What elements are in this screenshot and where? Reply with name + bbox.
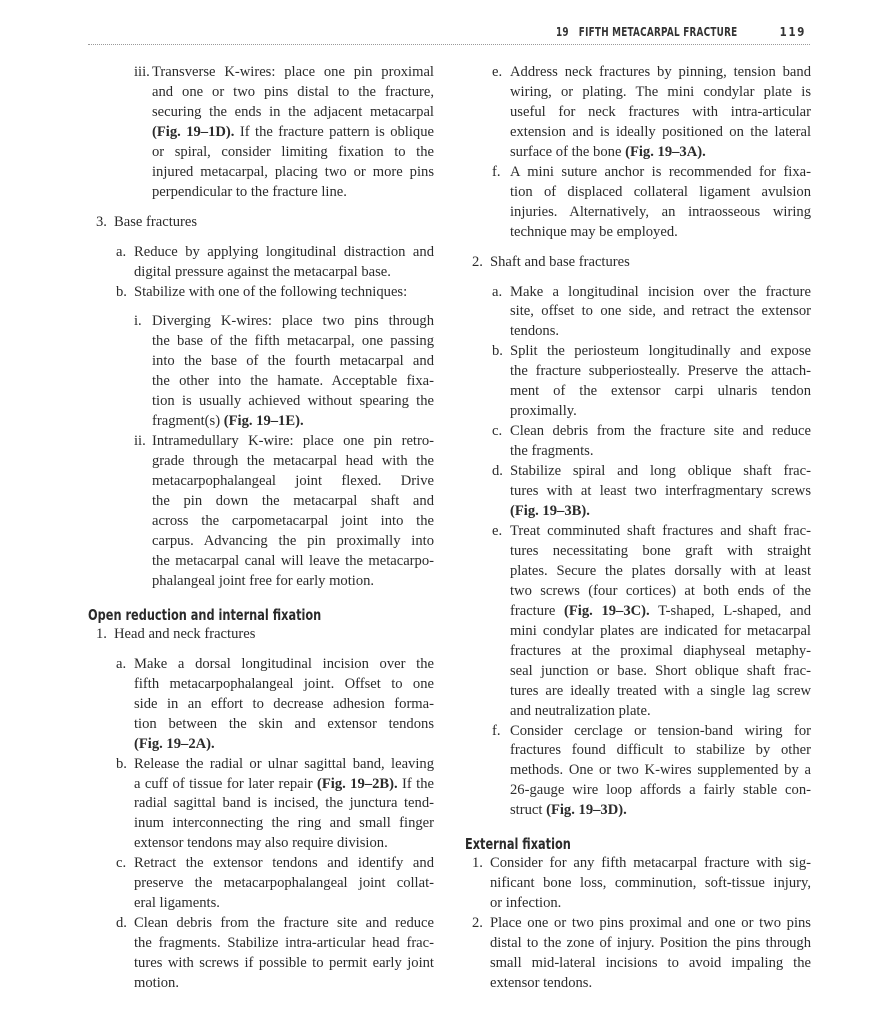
text-line: carpus. Advancing the pin proximally into — [152, 532, 434, 549]
item-marker: 2. — [472, 915, 483, 932]
text-line: securing the ends in the adjacent metacarpal — [152, 103, 434, 120]
list-item-ii — [134, 432, 434, 592]
text-line: technique may be employed. — [510, 223, 678, 240]
text-line: and one or two pins distal to the fracture, — [152, 83, 434, 100]
item-marker: 3. — [96, 213, 107, 230]
item-marker: d. — [492, 463, 503, 480]
page-number: 119 — [779, 25, 806, 39]
text-line: the fragments. Stabilize intra-articular head frac- — [134, 935, 434, 952]
text-line: 26-gauge wire loop affords a fairly stable con- — [510, 782, 811, 799]
list-item-b — [116, 283, 434, 303]
item-marker: i. — [134, 313, 142, 330]
text-line: injured metacarpal, placing two or more pins — [152, 163, 434, 180]
item-marker: b. — [116, 755, 127, 772]
right-column — [465, 63, 811, 994]
figure-reference: (Fig. 19–1D). — [152, 123, 235, 140]
text-line: side in an effort to decrease adhesion forma- — [134, 695, 434, 712]
item-marker: f. — [492, 722, 501, 739]
text-line: Split the periosteum longitudinally and expose — [510, 343, 811, 360]
list-item-a — [116, 655, 434, 755]
text-line: tion of displaced collateral ligament avulsion — [510, 183, 811, 200]
text-line: into the base of the fourth metacarpal and — [152, 353, 434, 370]
list-item-1 — [472, 854, 811, 914]
text-line: or infection. — [490, 895, 562, 912]
item-marker: c. — [116, 855, 127, 872]
text-line: Transverse K-wires: place one pin proximal — [152, 64, 434, 80]
text-line: extension and is ideally positioned on the lateral — [510, 123, 811, 140]
text-line: fractures found difficult to stabilize by other — [510, 742, 811, 759]
item-marker: iii. — [134, 64, 150, 80]
text-line: two screws (four cortices) at both ends of the — [510, 582, 811, 599]
subsection-title: Shaft and base fractures — [490, 253, 630, 270]
list-item-i — [134, 312, 434, 432]
text-line: the pin down the metacarpal shaft and — [152, 493, 434, 510]
item-marker: b. — [492, 343, 503, 360]
item-marker: c. — [492, 423, 503, 440]
text-line: Make a longitudinal incision over the fracture — [510, 283, 811, 300]
text-line: tion is usually achieved without spearing the — [152, 393, 434, 410]
text-line: surface of the bone (Fig. 19–3A). — [510, 143, 706, 160]
text-line: or spiral, consider limiting fixation to the — [152, 143, 434, 160]
text-line: the metacarpal canal will leave the metacarpo- — [152, 552, 434, 569]
text-line: extensor tendons may also require division. — [134, 835, 388, 852]
text-line: a cuff of tissue for later repair (Fig. 19–2B). If the — [134, 775, 434, 792]
item-marker: 2. — [472, 253, 483, 270]
figure-reference: (Fig. 19–3C). — [564, 602, 650, 619]
text-line: struct (Fig. 19–3D). — [510, 802, 627, 819]
item-marker: d. — [116, 915, 127, 932]
text-line: distal to the zone of injury. Position the pins through — [490, 935, 811, 952]
text-line: radial sagittal band is incised, the juncturа tend- — [134, 795, 434, 812]
text-line: motion. — [134, 975, 179, 992]
text-line: fractures at the proximal diaphyseal metaphy- — [510, 642, 811, 659]
item-marker: ii. — [134, 433, 146, 450]
list-item-2 — [472, 914, 811, 994]
text-line: injuries. Alternatively, an intraosseous wiring — [510, 203, 811, 220]
text-line: ment of the extensor carpi ulnaris tendon — [510, 383, 811, 400]
text-line: fifth metacarpophalangeal joint. Offset to one — [134, 675, 434, 692]
text-line: the fragments. — [510, 443, 594, 460]
figure-reference: (Fig. 19–3A). — [625, 143, 706, 160]
text-line: fracture (Fig. 19–3C). T-shaped, L-shaped, and — [510, 602, 811, 619]
subsection-title: Base fractures — [114, 213, 198, 230]
text-line: A mini suture anchor is recommended for fixa- — [510, 163, 811, 180]
text-line: Consider for any fifth metacarpal fracture with sig- — [490, 855, 811, 872]
item-marker: e. — [492, 64, 503, 80]
text-line: grade through the metacarpal head with the — [152, 453, 434, 470]
list-item-iii — [134, 63, 434, 203]
text-line: Make a dorsal longitudinal incision over the — [134, 655, 434, 672]
text-line: Address neck fractures by pinning, tension band — [510, 64, 811, 80]
item-marker: 1. — [472, 855, 483, 872]
text-line: Place one or two pins proximal and one or two pins — [490, 915, 811, 932]
text-line: Intramedullary K-wire: place one pin retro- — [152, 433, 434, 450]
list-item-c — [116, 854, 434, 914]
text-line: Clean debris from the fracture site and reduce — [134, 915, 434, 932]
figure-reference: (Fig. 19–2B). — [316, 775, 398, 792]
list-item-a — [492, 283, 811, 343]
text-line: and neutralization plate. — [510, 702, 651, 719]
text-line: inum interconnecting the ring and small finger — [134, 815, 434, 832]
text-line: the other into the hamate. Acceptable fixa- — [152, 373, 434, 390]
text-line: tures necessitating bone graft with straight — [510, 542, 811, 559]
left-column — [88, 63, 434, 994]
item-marker: a. — [492, 283, 503, 300]
list-item-f — [492, 722, 811, 822]
list-item-b — [492, 342, 811, 422]
text-line: tion between the skin and extensor tendons — [134, 715, 434, 732]
text-line: the base of the fifth metacarpal, one passing — [152, 333, 434, 350]
text-line: perpendicular to the fracture line. — [152, 183, 347, 200]
text-line: Consider cerclage or tension-band wiring for — [510, 722, 811, 739]
item-marker: 1. — [96, 625, 107, 642]
text-line: Treat comminuted shaft fractures and shaft frac- — [510, 522, 811, 539]
text-line: tendons. — [510, 323, 560, 340]
text-line: (Fig. 19–1D). If the fracture pattern is oblique — [152, 123, 434, 140]
list-item-f — [492, 163, 811, 243]
figure-reference: (Fig. 19–3D). — [546, 802, 627, 819]
text-line: Diverging K-wires: place two pins through — [152, 313, 434, 330]
list-item-d — [116, 914, 434, 994]
text-line: wiring, or plating. The mini condylar plate is — [510, 83, 811, 100]
item-marker: b. — [116, 283, 127, 300]
text-line: preserve the metacarpophalangeal joint collat- — [134, 875, 434, 892]
text-line: Stabilize spiral and long oblique shaft frac- — [510, 463, 811, 480]
text-line: Clean debris from the fracture site and reduce — [510, 423, 811, 440]
list-item-a — [116, 243, 434, 283]
text-line: seal junction or base. Short oblique shaft frac- — [510, 662, 811, 679]
text-line: across the carpometacarpal joint into the — [152, 513, 434, 530]
text-line: tures are ideally treated with a single lag screw — [510, 682, 811, 699]
text-line: Stabilize with one of the following techniques: — [134, 283, 408, 300]
item-marker: f. — [492, 163, 501, 180]
item-marker: a. — [116, 655, 127, 672]
list-item-d — [492, 462, 811, 522]
text-line: digital pressure against the metacarpal base. — [134, 263, 391, 280]
text-line: phalangeal joint free for early motion. — [152, 572, 375, 589]
text-line: Retract the extensor tendons and identify and — [134, 855, 434, 872]
figure-reference: (Fig. 19–3B). — [510, 503, 590, 520]
list-item-b — [116, 755, 434, 855]
text-line: Release the radial or ulnar sagittal band, leaving — [134, 755, 434, 772]
list-item-e — [492, 63, 811, 163]
list-item-1 — [96, 625, 434, 645]
text-line: mini condylar plates are indicated for metacarpal — [510, 622, 811, 639]
list-item-c — [492, 422, 811, 462]
item-marker: a. — [116, 243, 127, 260]
figure-reference: (Fig. 19–1E). — [223, 413, 304, 430]
list-item-3 — [96, 213, 434, 233]
text-line: nificant bone loss, comminution, soft-tissue injury, — [490, 875, 811, 892]
text-line: plates. Secure the plates dorsally with at least — [510, 562, 811, 579]
text-line: fragment(s) (Fig. 19–1E). — [152, 413, 304, 430]
figure-reference: (Fig. 19–2A). — [134, 735, 215, 752]
text-line: the fracture subperiosteally. Preserve the attach- — [510, 363, 811, 380]
list-item-e — [492, 522, 811, 722]
text-line: small mid-lateral incisions to avoid impaling the — [490, 955, 811, 972]
list-item-2 — [472, 253, 811, 273]
text-line: Reduce by applying longitudinal distraction and — [134, 243, 434, 260]
text-line: metacarpophalangeal joint flexed. Drive — [152, 473, 434, 490]
section-heading-external-fixation: External fixation — [465, 835, 571, 854]
text-line: eral ligaments. — [134, 895, 220, 912]
section-heading-orif: Open reduction and internal fixation — [88, 605, 322, 624]
running-header — [88, 22, 810, 45]
text-line: tures with at least two interfragmentary screws — [510, 483, 811, 500]
text-line: methods. One or two K-wires supplemented by a — [510, 762, 811, 779]
text-line: site, offset to one side, and retract the extensor — [510, 303, 811, 320]
chapter-header: 19 FIFTH METACARPAL FRACTURE — [556, 25, 738, 39]
text-line: useful for neck fractures with intra-articular — [510, 103, 811, 120]
text-line: extensor tendons. — [490, 974, 593, 991]
subsection-title: Head and neck fractures — [114, 625, 256, 642]
item-marker: e. — [492, 522, 503, 539]
text-line: tures with screws if possible to permit early joint — [134, 955, 434, 972]
text-line: proximally. — [510, 403, 577, 420]
